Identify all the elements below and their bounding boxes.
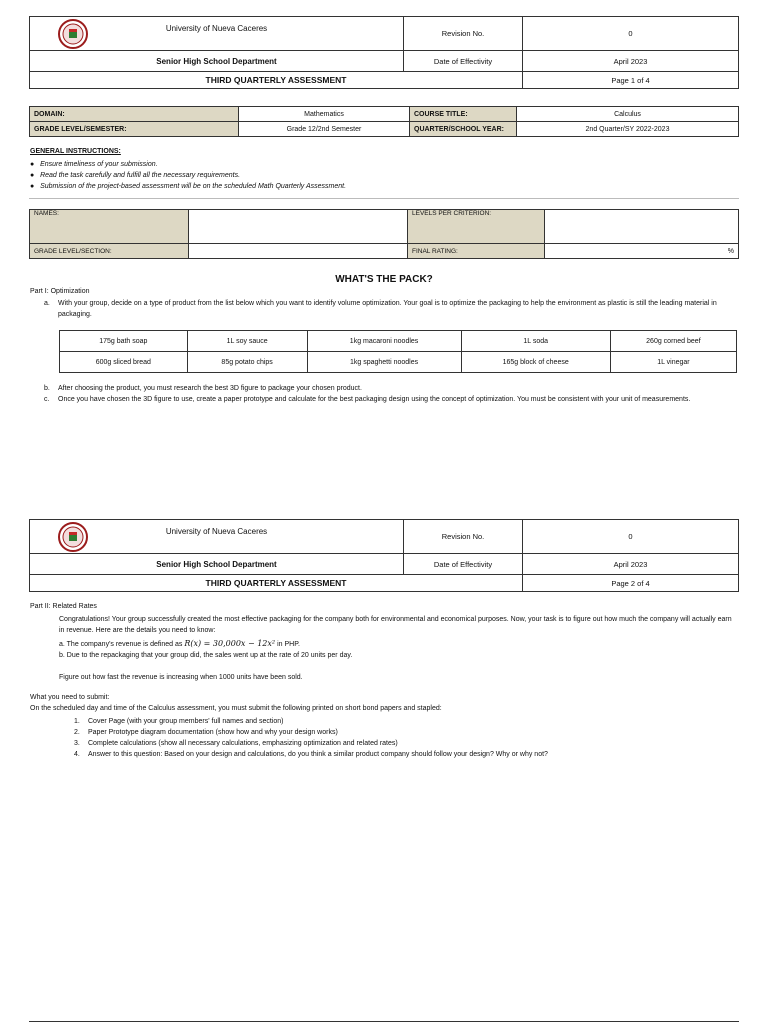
page-title: WHAT'S THE PACK?	[335, 274, 433, 285]
revision-value: 0	[523, 520, 739, 554]
course-title-label: COURSE TITLE:	[410, 107, 517, 122]
product-cell: 260g corned beef	[610, 331, 736, 352]
effectivity-label: Date of Effectivity	[404, 554, 523, 575]
percent-sign: %	[727, 247, 734, 255]
submit-item: 4. Answer to this question: Based on your design and calculations, do you think a similar product company should follow your design? Why or why not?	[74, 751, 548, 758]
effectivity-value: April 2023	[523, 51, 739, 72]
product-cell: 85g potato chips	[187, 352, 307, 373]
department-name: Senior High School Department	[30, 554, 404, 575]
course-title-value: Calculus	[517, 107, 739, 122]
instruction-item: ● Ensure timeliness of your submission.	[30, 161, 158, 168]
revision-label: Revision No.	[404, 17, 523, 51]
submit-item: 2. Paper Prototype diagram documentation (show how and why your design works)	[74, 729, 338, 736]
quarter-value: 2nd Quarter/SY 2022-2023	[517, 122, 739, 137]
product-cell: 165g block of cheese	[461, 352, 610, 373]
page-number: Page 1 of 4	[523, 72, 739, 89]
university-name: University of Nueva Caceres	[165, 527, 268, 536]
submit-title: What you need to submit:	[30, 694, 110, 701]
levels-field[interactable]	[545, 210, 739, 244]
page-number: Page 2 of 4	[523, 575, 739, 592]
product-cell: 1L vinegar	[610, 352, 736, 373]
effectivity-value: April 2023	[523, 554, 739, 575]
part2-item-a: a. The company's revenue is defined as R(x) = 30,000x − 12x² in PHP.	[59, 639, 300, 648]
final-rating-field[interactable]	[545, 244, 739, 259]
assessment-title: THIRD QUARTERLY ASSESSMENT	[30, 72, 523, 89]
grade-section-label: GRADE LEVEL/SECTION:	[30, 244, 189, 259]
part2-question: Figure out how fast the revenue is increasing when 1000 units have been sold.	[59, 674, 303, 681]
grade-section-field[interactable]	[189, 244, 408, 259]
department-name: Senior High School Department	[30, 51, 404, 72]
instructions-list	[30, 159, 346, 192]
part1-title: Part I: Optimization	[30, 288, 90, 295]
divider	[29, 198, 739, 199]
assessment-title: THIRD QUARTERLY ASSESSMENT	[30, 575, 523, 592]
product-cell: 1kg spaghetti noodles	[307, 352, 461, 373]
domain-label: DOMAIN:	[30, 107, 239, 122]
product-cell: 1L soy sauce	[187, 331, 307, 352]
quarter-label: QUARTER/SCHOOL YEAR:	[410, 122, 517, 137]
student-form-table	[29, 209, 739, 259]
university-seal-icon	[58, 522, 88, 552]
part1-item-c: c. Once you have chosen the 3D figure to use, create a paper prototype and calculate for the best packaging design using the concept of optimization. You must be consistent with your unit of measurements.	[44, 396, 691, 403]
header-table-1	[29, 16, 739, 89]
instruction-item: ● Submission of the project-based assessment will be on the scheduled Math Quarterly Assessment.	[30, 183, 347, 190]
revision-label: Revision No.	[404, 520, 523, 554]
course-info-table	[29, 106, 739, 137]
products-table	[59, 330, 737, 373]
part1-item-a: a. With your group, decide on a type of product from the list below which you want to identify volume optimization. Your goal is to optimize the packaging to help the environment as plastic is still the leading material in packaging.	[44, 300, 717, 318]
product-cell: 1kg macaroni noodles	[307, 331, 461, 352]
submit-item: 1. Cover Page (with your group members' full names and section)	[74, 718, 284, 725]
product-cell: 175g bath soap	[60, 331, 188, 352]
grade-level-value: Grade 12/2nd Semester	[239, 122, 410, 137]
part2-title: Part II: Related Rates	[30, 603, 97, 610]
domain-value: Mathematics	[239, 107, 410, 122]
names-field[interactable]	[189, 210, 408, 244]
instructions-title: GENERAL INSTRUCTIONS:	[30, 148, 121, 155]
submit-intro: On the scheduled day and time of the Calculus assessment, you must submit the following printed on short bond papers and stapled:	[30, 705, 442, 712]
university-seal-icon	[58, 19, 88, 49]
university-name: University of Nueva Caceres	[165, 24, 268, 33]
names-label: NAMES:	[30, 210, 189, 244]
part2-intro: Congratulations! Your group successfully created the most effective packaging for the company both for environmental and economical purposes. Now, your task is to figure out how much the company will actually earn in revenue. Here are the details you need to know:	[59, 616, 732, 634]
next-page-edge	[29, 1021, 739, 1022]
submit-item: 3. Complete calculations (show all necessary calculations, emphasizing optimization and related rates)	[74, 740, 398, 747]
product-cell: 1L soda	[461, 331, 610, 352]
instruction-item: ● Read the task carefully and fulfill all the necessary requirements.	[30, 172, 241, 179]
final-rating-label: FINAL RATING:	[408, 244, 545, 259]
effectivity-label: Date of Effectivity	[404, 51, 523, 72]
product-cell: 600g sliced bread	[60, 352, 188, 373]
revenue-formula: R(x) = 30,000x − 12x²	[184, 639, 276, 648]
header-table-2	[29, 519, 739, 592]
revision-value: 0	[523, 17, 739, 51]
part1-item-b: b. After choosing the product, you must research the best 3D figure to package your chosen product.	[44, 385, 362, 392]
levels-label: LEVELS PER CRITERION:	[408, 210, 545, 244]
submit-list	[74, 716, 739, 760]
grade-level-label: GRADE LEVEL/SEMESTER:	[30, 122, 239, 137]
part2-item-b: b. Due to the repackaging that your group did, the sales went up at the rate of 20 units per day.	[59, 652, 353, 659]
